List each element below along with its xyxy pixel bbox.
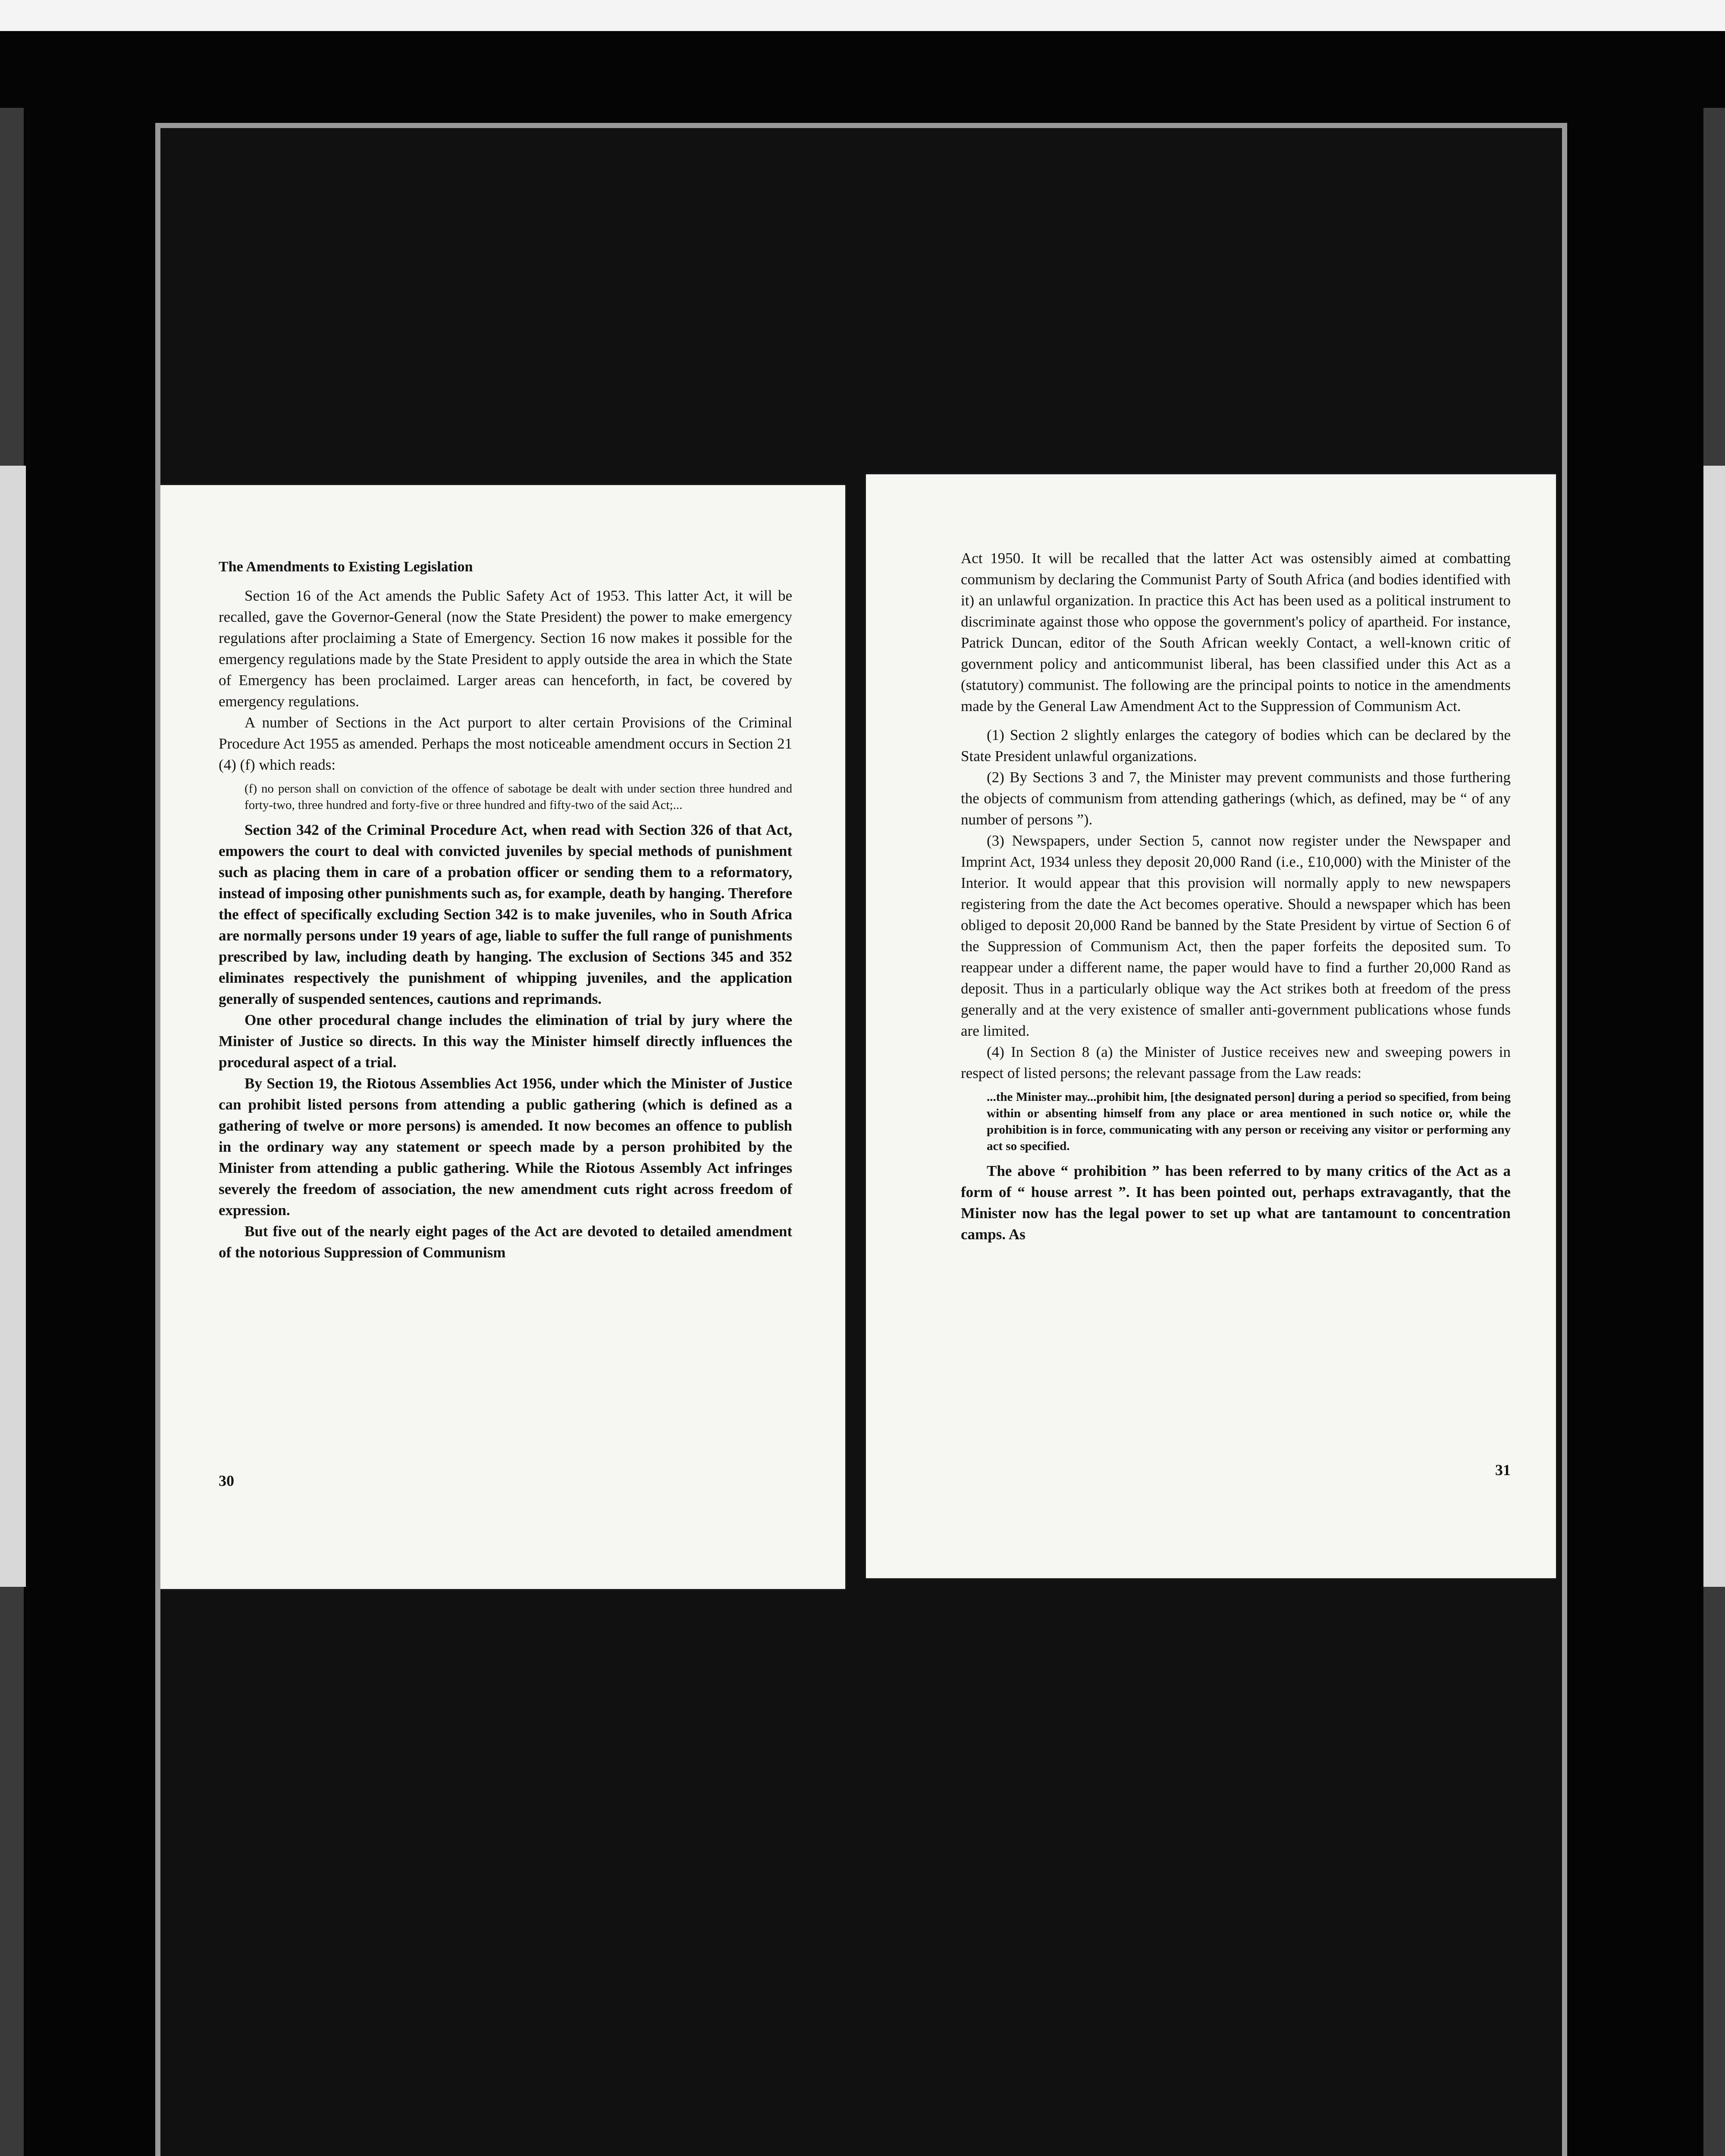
paragraph: A number of Sections in the Act purport to alter certain Provisions of the Criminal Procedure Act 1955 as amended. Perhaps the most noticeable amendment occurs in Section 21 (4) (f) which reads: bbox=[219, 714, 792, 773]
block-quote: ...the Minister may...prohibit him, [the designated person] during a period so specified, from being within or absenting himself from any place or area mentioned in such notice or, while the prohibition is in force, communicating with any person or receiving any visitor or performing any act so specified. bbox=[987, 1090, 1511, 1153]
page-number: 31 bbox=[1495, 1461, 1511, 1479]
paragraph: Section 16 of the Act amends the Public Safety Act of 1953. This latter Act, it will be recalled, gave the Governor-General (now the State President) the power to make emergency regulations after proclaiming a State of Emergency. Section 16 now makes it possible for the emergency regulations made by the State President to apply outside the area in which the State of Emergency has been proclaimed. Larger areas can henceforth, in fact, be covered by emergency regulations. bbox=[219, 587, 792, 710]
paragraph: One other procedural change includes the elimination of trial by jury where the Minister of Justice so directs. In this way the Minister himself directly influences the procedural aspect of a trial. bbox=[219, 1012, 792, 1071]
film-gap-left bbox=[0, 466, 26, 1587]
paragraph: (4) In Section 8 (a) the Minister of Justice receives new and sweeping powers in respect of listed persons; the relevant passage from the Law reads: bbox=[961, 1044, 1511, 1081]
page-30 bbox=[160, 485, 845, 1589]
section-heading: The Amendments to Existing Legislation bbox=[219, 559, 473, 575]
paragraph: (1) Section 2 slightly enlarges the category of bodies which can be declared by the State President unlawful organizations. bbox=[961, 727, 1511, 765]
page-31-content bbox=[961, 548, 1511, 1245]
film-top-band bbox=[0, 0, 1725, 31]
paragraph: (2) By Sections 3 and 7, the Minister may prevent communists and those furthering the objects of communism from attending gatherings (which, as defined, may be “ of any number of persons ”). bbox=[961, 769, 1511, 828]
page-31 bbox=[866, 474, 1556, 1578]
paragraph: By Section 19, the Riotous Assemblies Act 1956, under which the Minister of Justice can prohibit listed persons from attending a public gathering (which is defined as a gathering of twelve or more persons) is amended. It now becomes an offence to publish in the ordinary way any statement or speech made by a person prohibited by the Minister from attending a public gathering. While the Riotous Assembly Act infringes severely the freedom of association, the new amendment cuts right across freedom of expression. bbox=[219, 1075, 792, 1219]
block-quote: (f) no person shall on conviction of the offence of sabotage be dealt with under section three hundred and forty-two, three hundred and forty-five or three hundred and fifty-two of the said Act;... bbox=[245, 782, 792, 812]
paragraph: The above “ prohibition ” has been referred to by many critics of the Act as a form of “ house arrest ”. It has been pointed out, perhaps extravagantly, that the Minister now has the legal power to set up what are tantamount to concentration camps. As bbox=[961, 1163, 1511, 1243]
page-number: 30 bbox=[219, 1472, 234, 1489]
paragraph: (3) Newspapers, under Section 5, cannot now register under the Newspaper and Imprint Act, 1934 unless they deposit 20,000 Rand (i.e., £10,000) with the Minister of the Interior. It would appear that this provision will normally apply to new newspapers registering from the date the Act becomes operative. Should a newspaper which has been obliged to deposit 20,000 Rand be banned by the State President by virtue of Section 6 of the Suppression of Communism Act, then the paper forfeits the deposited sum. To reappear under a different name, the paper would have to find a further 20,000 Rand as deposit. Thus in a particularly oblique way the Act strikes both at freedom of the press generally and at the very existence of smaller anti-government publications whose funds are limited. bbox=[961, 832, 1511, 1039]
film-gap-right bbox=[1703, 466, 1725, 1587]
paragraph: Act 1950. It will be recalled that the latter Act was ostensibly aimed at combatting communism by declaring the Communist Party of South Africa (and bodies identified with it) an unlawful organization. In practice this Act has been used as a political instrument to discriminate against those who oppose the government's policy of apartheid. For instance, Patrick Duncan, editor of the South African weekly Contact, a well-known critic of government policy and anticommunist liberal, has been classified under this Act as a (statutory) communist. The following are the principal points to notice in the amendments made by the General Law Amendment Act to the Suppression of Communism Act. bbox=[961, 550, 1511, 714]
page-30-content bbox=[219, 556, 792, 1263]
paragraph: But five out of the nearly eight pages of the Act are devoted to detailed amendment of the notorious Suppression of Communism bbox=[219, 1223, 792, 1261]
paragraph: Section 342 of the Criminal Procedure Act, when read with Section 326 of that Act, empowers the court to deal with convicted juveniles by special methods of punishment such as placing them in care of a probation officer or sending them to a reformatory, instead of imposing other punishments such as, for example, death by hanging. Therefore the effect of specifically excluding Section 342 is to make juveniles, who in South Africa are normally persons under 19 years of age, liable to suffer the full range of punishments prescribed by law, including death by hanging. The exclusion of Sections 345 and 352 eliminates respectively the punishment of whipping juveniles, and the application generally of suspended sentences, cautions and reprimands. bbox=[219, 821, 792, 1007]
